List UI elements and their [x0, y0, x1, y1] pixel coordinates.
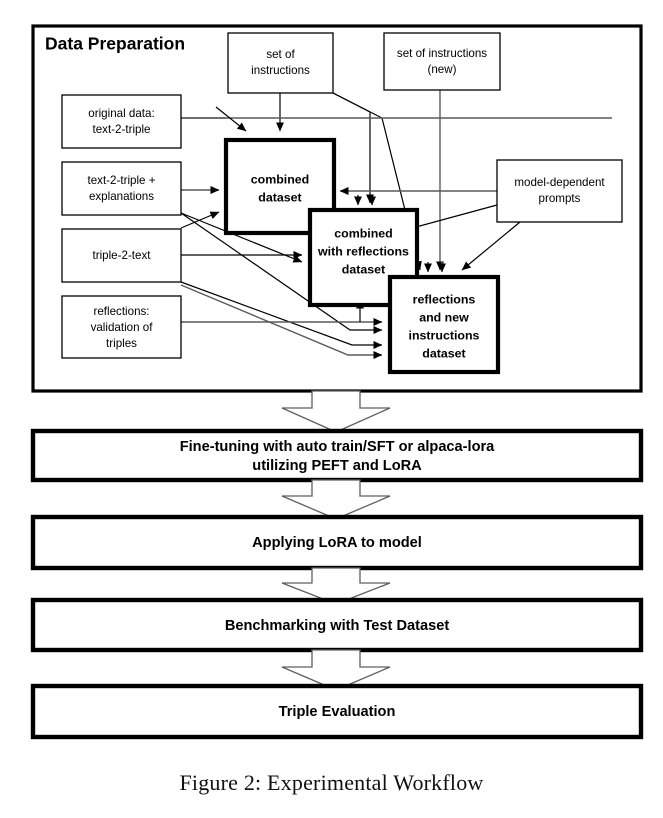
process-fine-tuning-line-1: utilizing PEFT and LoRA	[252, 457, 422, 474]
box-model-dependent-prompts-line-0: model-dependent	[514, 176, 605, 190]
box-combined-dataset-line-0: combined	[250, 172, 310, 187]
box-reflections-validation-line-0: reflections:	[93, 305, 150, 319]
box-model-dependent-prompts	[497, 160, 622, 222]
box-combined-with-reflections-line-2: dataset	[341, 262, 386, 277]
box-reflections-new-line-1: and new	[419, 310, 469, 325]
box-reflections-new-line-3: dataset	[422, 346, 466, 361]
box-original-data-line-0: original data:	[88, 107, 155, 121]
process-applying-lora-line-0: Applying LoRA to model	[252, 534, 422, 551]
box-set-of-instructions-line-0: set of	[266, 48, 295, 62]
box-model-dependent-prompts-line-1: prompts	[538, 192, 581, 206]
box-reflections-validation-line-2: triples	[106, 337, 137, 351]
process-fine-tuning-line-0: Fine-tuning with auto train/SFT or alpaca-lora	[179, 438, 495, 455]
box-original-data	[62, 95, 181, 148]
box-reflections-new-line-0: reflections	[412, 292, 476, 307]
box-original-data-line-1: text-2-triple	[92, 123, 151, 137]
box-text2triple-explanations-line-1: explanations	[88, 190, 155, 204]
box-set-of-instructions-new	[384, 33, 500, 90]
box-combined-dataset-line-1: dataset	[258, 190, 302, 205]
box-combined-with-reflections-line-0: combined	[334, 226, 393, 241]
process-benchmarking-line-0: Benchmarking with Test Dataset	[224, 617, 450, 634]
process-triple-evaluation-line-0: Triple Evaluation	[278, 703, 396, 720]
block-arrow-1	[282, 391, 390, 432]
box-combined-with-reflections-line-1: with reflections	[318, 244, 409, 259]
box-set-of-instructions-line-1: instructions	[251, 64, 310, 78]
box-text2triple-explanations-line-0: text-2-triple +	[87, 174, 156, 188]
block-arrow-2	[282, 480, 390, 519]
box-set-of-instructions	[228, 33, 333, 93]
figure-caption: Figure 2: Experimental Workflow	[179, 770, 484, 795]
box-set-of-instructions-new-line-0: set of instructions	[396, 47, 488, 61]
box-set-of-instructions-new-line-1: (new)	[427, 63, 457, 77]
data-preparation-title: Data Preparation	[45, 33, 186, 54]
box-text2triple-explanations	[62, 162, 181, 215]
box-reflections-new-line-2: instructions	[408, 328, 480, 343]
box-triple2text-line-0: triple-2-text	[92, 249, 151, 263]
box-reflections-validation-line-1: validation of	[90, 321, 153, 335]
